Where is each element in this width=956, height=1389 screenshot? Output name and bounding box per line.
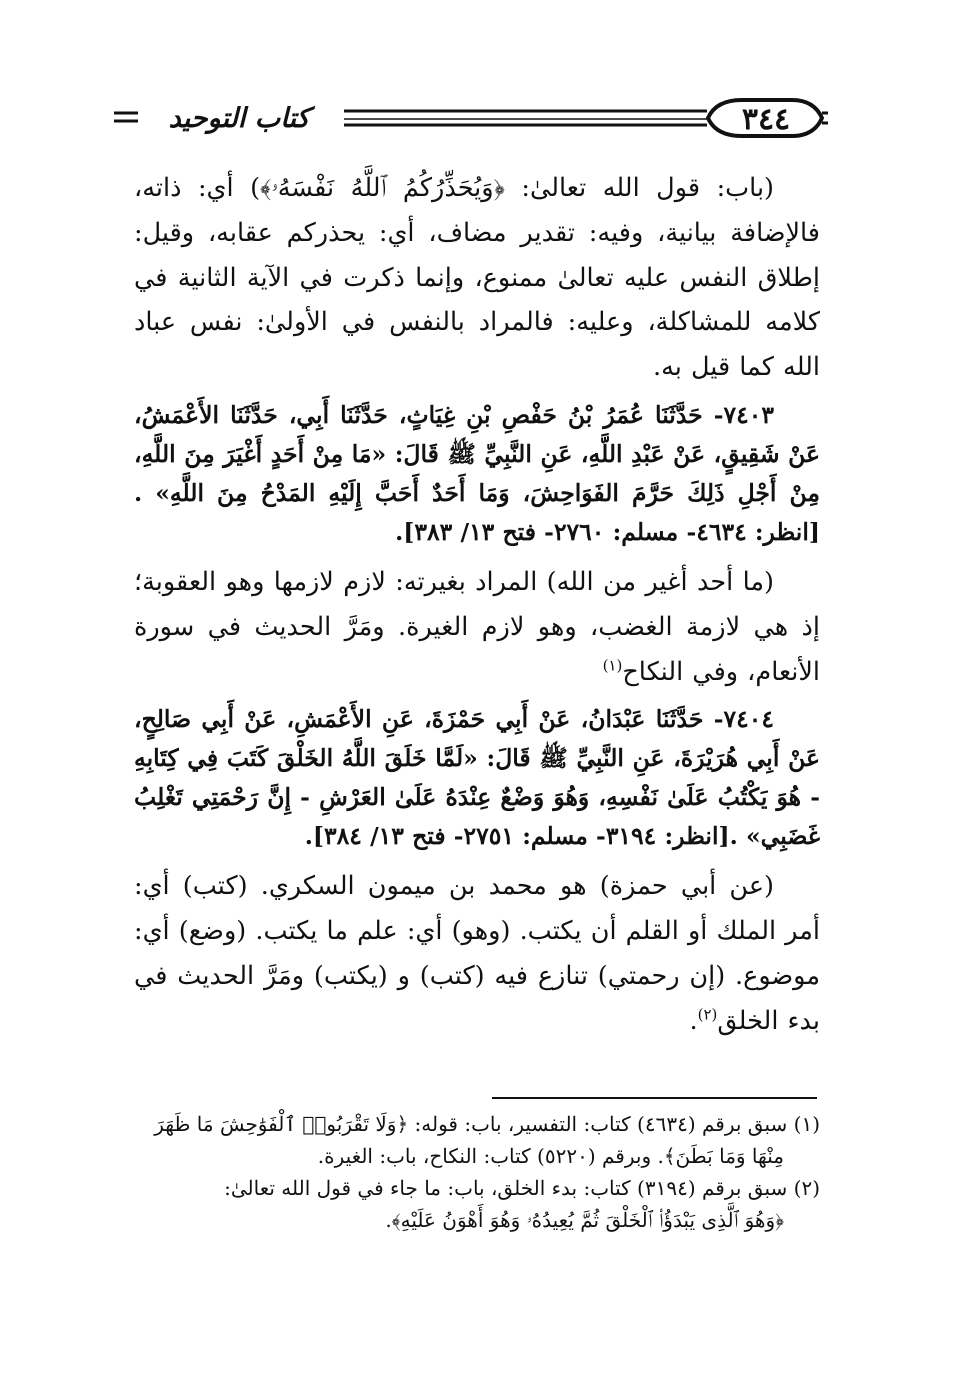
hadith-text xyxy=(134,700,820,856)
footnotes xyxy=(120,1108,820,1236)
footnote-1 xyxy=(120,1108,820,1172)
footnote-line: ﴿وَهُوَ ٱلَّذِى يَبْدَؤُا۟ ٱلْخَلْقَ ثُمَّ يُعِيدُهُۥ وَهُوَ أَهْوَنُ عَلَيْهِ﴾. xyxy=(385,1208,784,1232)
footnote-2 xyxy=(120,1172,820,1236)
footnote-marker[interactable]: (٢) xyxy=(697,1005,718,1024)
paragraph-text: (ما أحد أغير من الله) المراد بغيرته: لازم لازمها وهو العقوبة؛ إذ هي لازمة الغضب، وهو لازم الغيرة. ومَرَّ الحديث في سورة الأنعام، وفي النكاح xyxy=(134,566,820,687)
paragraph-text: ٧٤٠٤- حَدَّثَنَا عَبْدَانُ، عَنْ أَبِي حَمْزَةَ، عَنِ الأَعْمَشِ، عَنْ أَبِي صَالِحٍ، عَنْ أَبِي هُرَيْرَةَ، عَنِ النَّبِيِّ ﷺ قَالَ: «لَمَّا خَلَقَ اللَّهُ الخَلْقَ كَتَبَ فِي كِتَابِهِ - هُوَ يَكْتُبُ عَلَىٰ نَفْسِهِ، وَهُوَ وَضْعٌ عِنْدَهُ عَلَىٰ العَرْشِ - إِنَّ رَحْمَتِي تَغْلِبُ غَضَبِي» .[انظر: ٣١٩٤- مسلم: ٢٧٥١- فتح ١٣/ ٣٨٤]. xyxy=(134,705,820,851)
paragraph-text: ٧٤٠٣- حَدَّثَنَا عُمَرُ بْنُ حَفْصِ بْنِ غِيَاثٍ، حَدَّثَنَا أَبِي، حَدَّثَنَا الأَعْمَشُ، عَنْ شَقِيقٍ، عَنْ عَبْدِ اللَّهِ، عَنِ النَّبِيِّ ﷺ قَالَ: «مَا مِنْ أَحَدٍ أَغْيَرَ مِنَ اللَّهِ، مِنْ أَجْلِ ذَلِكَ حَرَّمَ الفَوَاحِشَ، وَمَا أَحَدٌ أَحَبَّ إِلَيْهِ المَدْحُ مِنَ اللَّهِ» .[انظر: ٤٦٣٤- مسلم: ٢٧٦٠- فتح ١٣/ ٣٨٣]. xyxy=(134,400,820,546)
sentence-end: . xyxy=(689,1005,698,1036)
footnote-line: (٢) سبق برقم (٣١٩٤) كتاب: بدء الخلق، باب: ما جاء في قول الله تعالىٰ: xyxy=(224,1176,820,1200)
commentary-paragraph xyxy=(134,166,820,390)
running-title: كتاب التوحيد xyxy=(154,98,324,138)
hadith-text xyxy=(134,396,820,552)
footnote-line: (١) سبق برقم (٤٦٣٤) كتاب: التفسير، باب: قوله: ﴿وَلَا تَقْرَبُوا۟ ٱلْفَوَٰحِشَ مَا ظَهَرَ xyxy=(154,1112,820,1136)
footnote-marker[interactable]: (١) xyxy=(602,656,623,675)
footnote-line: مِنْهَا وَمَا بَطَنَ﴾. وبرقم (٥٢٢٠) كتاب: النكاح، باب: الغيرة. xyxy=(317,1144,784,1168)
main-text xyxy=(134,166,820,1050)
paragraph-text: (باب: قول الله تعالىٰ: ﴿وَيُحَذِّرُكُمُ ٱللَّهُ نَفْسَهُۥ﴾) أي: ذاته، فالإضافة بيانية، وفيه: تقدير مضاف، أي: يحذركم عقابه، وقيل: إطلاق النفس عليه تعالىٰ ممنوع، وإنما ذكرت في الآية الثانية في كلامه للمشاكلة، وعليه: فالمراد بالنفس في الأولىٰ: نفس عباد الله كما قيل به. xyxy=(134,173,820,383)
page-number: ٣٤٤ xyxy=(741,101,791,137)
commentary-paragraph xyxy=(134,560,820,694)
commentary-paragraph xyxy=(134,864,820,1043)
footnote-divider xyxy=(492,1097,817,1099)
paragraph-text: (عن أبي حمزة) هو محمد بن ميمون السكري. (كتب) أي: أمر الملك أو القلم أن يكتب. (وهو) أي: علم ما يكتب. (وضع) أي: موضوع. (إن رحمتي) تنازع فيه (كتب) و (يكتب) ومَرَّ الحديث في بدء الخلق xyxy=(134,871,820,1036)
page-header xyxy=(112,96,828,142)
